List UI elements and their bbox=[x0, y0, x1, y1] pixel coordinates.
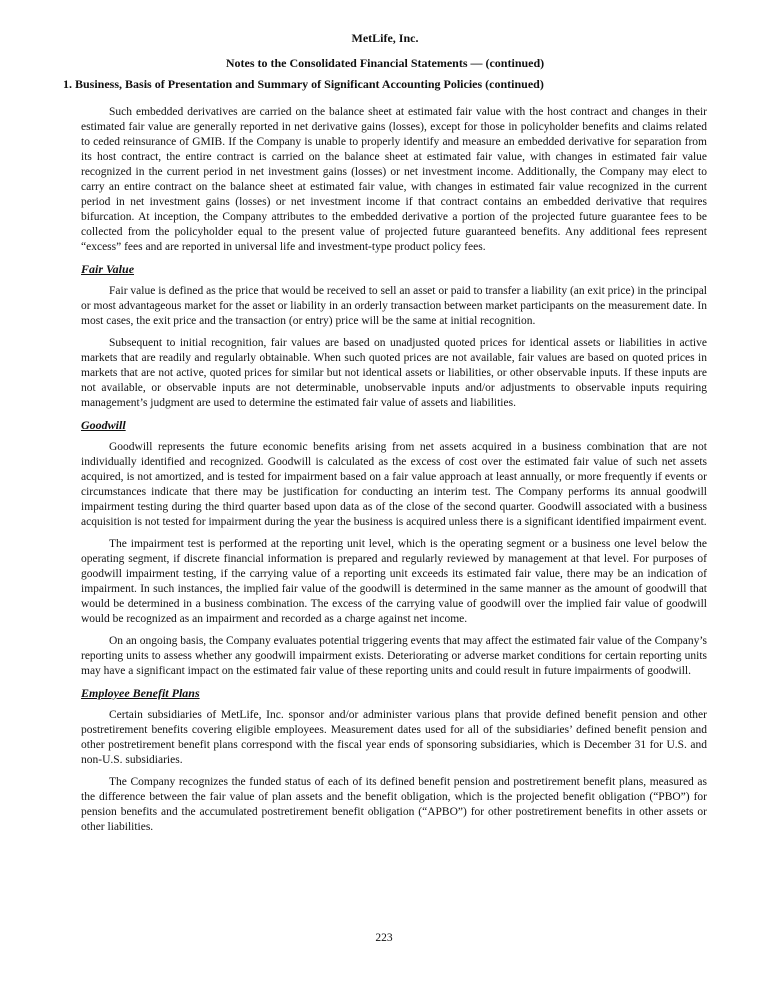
subheading-goodwill: Goodwill bbox=[81, 418, 126, 432]
paragraph-subsequent-recognition: Subsequent to initial recognition, fair values are based on unadjusted quoted prices for identical assets or liabilities in active markets that are readily and regularly obtainable. When such quoted prices are not available, fair values are based on quoted prices in markets that are not active, quoted prices for similar but not identical assets or liabilities, or other observable inputs. If these inputs are not available, or observable inputs are not determinable, unobservable inputs and/or adjustments to observable inputs requiring management’s judgment are used to determine the estimated fair value of assets and liabilities. bbox=[81, 337, 707, 409]
paragraph-funded-status: The Company recognizes the funded status of each of its defined benefit pension and postretirement benefit plans, measured as the difference between the fair value of plan assets and the benefit obligation, which is the projected benefit obligation (“PBO”) for pension benefits and the accumulated postretirement benefit obligation (“APBO”) for other postretirement benefits in other assets or other liabilities. bbox=[81, 776, 707, 833]
body-content bbox=[81, 105, 707, 835]
company-title: MetLife, Inc. bbox=[351, 31, 419, 45]
subheading-employee-benefit-plans: Employee Benefit Plans bbox=[81, 686, 200, 700]
paragraph-fair-value-definition: Fair value is defined as the price that would be received to sell an asset or paid to transfer a liability (an exit price) in the principal or most advantageous market for the asset or liability in an orderly transaction between market participants on the measurement date. In most cases, the exit price and the transaction (or entry) price will be the same at initial recognition. bbox=[81, 285, 707, 327]
paragraph-ongoing-evaluation: On an ongoing basis, the Company evaluates potential triggering events that may affect the estimated fair value of the Company’s reporting units to assess whether any goodwill impairment exists. Deteriorating or adverse market conditions for certain reporting units may have a significant impact on the estimated fair value of these reporting units and could result in future impairments of goodwill. bbox=[81, 635, 707, 677]
document-subtitle: Notes to the Consolidated Financial Statements — (continued) bbox=[225, 56, 545, 70]
paragraph-goodwill-definition: Goodwill represents the future economic benefits arising from net assets acquired in a business combination that are not individually identified and recognized. Goodwill is calculated as the excess of cost over the estimated fair value of such net assets acquired, is not amortized, and is tested for impairment based on a fair value approach at least annually, or more frequently if events or circumstances indicate that there may be justification for conducting an interim test. The Company performs its annual goodwill impairment testing during the third quarter based upon data as of the close of the second quarter. Goodwill associated with a business acquisition is not tested for impairment during the year the business is acquired unless there is a significant identified impairment event. bbox=[81, 441, 707, 528]
subheading-fair-value: Fair Value bbox=[81, 262, 135, 276]
paragraph-impairment-test: The impairment test is performed at the reporting unit level, which is the operating segment or a business one level below the operating segment, if discrete financial information is prepared and regularly reviewed by management at that level. For purposes of goodwill impairment testing, if the carrying value of a reporting unit exceeds its estimated fair value, there may be an indication of impairment. In such instances, the implied fair value of the goodwill is determined in the same manner as the amount of goodwill that would be determined in a business combination. The excess of the carrying value of goodwill over the implied fair value of goodwill would be recognized as an impairment and recorded as a charge against net income. bbox=[81, 538, 707, 625]
paragraph-subsidiaries-plans: Certain subsidiaries of MetLife, Inc. sponsor and/or administer various plans that provide defined benefit pension and other postretirement benefits covering eligible employees. Measurement dates used for all of the subsidiaries’ defined benefit pension and other postretirement benefit plans correspond with the fiscal year ends of sponsoring subsidiaries, which is December 31 for U.S. and non-U.S. subsidiaries. bbox=[81, 709, 707, 766]
paragraph-embedded-derivatives: Such embedded derivatives are carried on the balance sheet at estimated fair value with the host contract and changes in their estimated fair value are generally reported in net derivative gains (losses), except for those in policyholder benefits and claims related to ceded reinsurance of GMIB. If the Company is unable to properly identify and measure an embedded derivative for separation from its host contract, the entire contract is carried on the balance sheet at estimated fair value, with changes in estimated fair value recognized in the current period in net investment gains (losses) or net investment income. Additionally, the Company may elect to carry an entire contract on the balance sheet at estimated fair value, with changes in estimated fair value recognized in the current period in net investment gains (losses) or net investment income if that contract contains an embedded derivative that requires bifurcation. At inception, the Company attributes to the embedded derivative a portion of the projected future guarantee fees to be collected from the policyholder equal to the present value of projected future guaranteed benefits. Any additional fees represent “excess” fees and are reported in universal life and investment-type product policy fees. bbox=[81, 106, 707, 253]
page-number: 223 bbox=[375, 932, 393, 944]
section-heading: 1. Business, Basis of Presentation and Summary of Significant Accounting Policies (continued) bbox=[63, 77, 544, 91]
